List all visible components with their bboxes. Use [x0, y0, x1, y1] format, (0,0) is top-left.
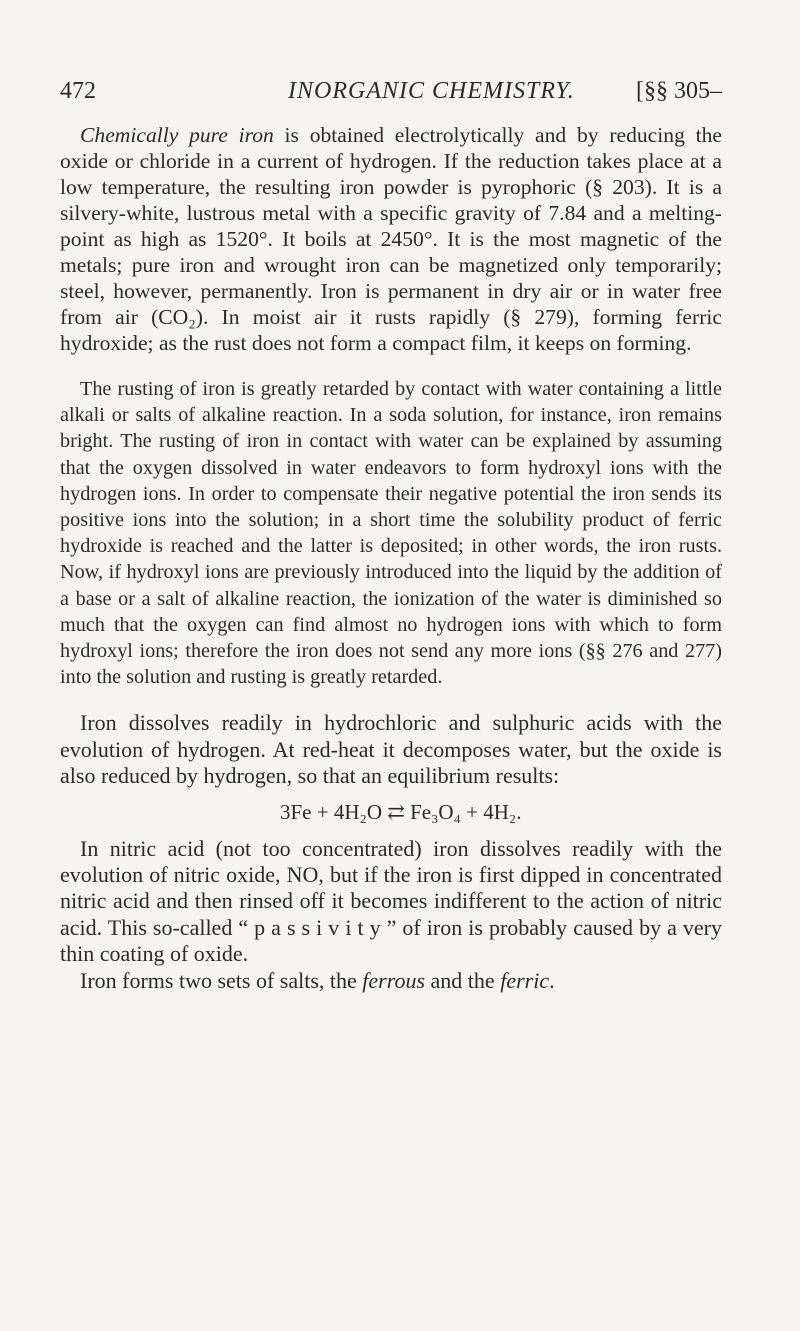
section-reference: [§§ 305– [636, 78, 722, 104]
paragraph-rusting: The rusting of iron is greatly retarded by contact with water containing a little alkali or salts of alkaline reaction. In a soda solution, for instance, iron remains bright. The rusting of iron in contact with water can be explained by assuming that the oxygen dissolved in water endeavors to form hydroxyl ions with the hydrogen ions. In order to compensate their negative potential the iron sends its positive ions into the solution; in a short time the solubility product of ferric hydroxide is reached and the latter is deposited; in other words, the iron rusts. Now, if hydroxyl ions are previously introduced into the liquid by the addition of a base or a salt of alkaline reaction, the ionization of the water is diminished so much that the oxygen can find almost no hydrogen ions with which to form hydroxyl ions; therefore the iron does not send any more ions (§§ 276 and 277) into the solution and rusting is greatly retarded. [60, 378, 722, 689]
salts-prefix: Iron forms two sets of salts, the [80, 967, 363, 993]
page-number: 472 [60, 78, 96, 104]
paragraph-salts [60, 968, 722, 994]
salts-suffix: . [549, 967, 555, 993]
equilibrium-equation: 3Fe + 4H₂O ⇄ Fe₃O₄ + 4H₂. [280, 799, 522, 824]
page-header [60, 78, 722, 122]
running-title: INORGANIC CHEMISTRY. [288, 78, 575, 104]
salts-middle: and the [425, 967, 501, 993]
paragraph-lead-italic: Chemically pure iron [80, 123, 274, 147]
paragraph-acids: Iron dissolves readily in hydrochloric and sulphuric acids with the evolution of hydrogen. At red-heat it decomposes water, but the oxide is also reduced by hydrogen, so that an equilibrium results: [60, 710, 722, 789]
term-ferrous: ferrous [362, 967, 426, 993]
term-ferric: ferric [500, 967, 550, 993]
paragraph-nitric-acid: In nitric acid (not too concentrated) iron dissolves readily with the evolution of nitric oxide, NO, but if the iron is first dipped in concentrated nitric acid and then rinsed off it becomes indifferent to the action of nitric acid. This so-called “ p a s s i v i t y ” of iron is probably caused by a very thin coating of oxide. [60, 835, 722, 967]
paragraph-pure-iron [60, 122, 722, 356]
book-page [60, 78, 722, 994]
paragraph-body: is obtained electrolytically and by reducing the oxide or chloride in a current of hydrogen. If the reduction takes place at a low temperature, the resulting iron powder is pyrophoric (§ 203). It is a silvery-white, lustrous metal with a specific gravity of 7.84 and a melting-point as high as 1520°. It boils at 2450°. It is the most magnetic of the metals; pure iron and wrought iron can be magnetized only temporarily; steel, however, permanently. Iron is permanent in dry air or in water free from air (CO₂). In moist air it rusts rapidly (§ 279), forming ferric hydroxide; as the rust does not form a compact film, it keeps on forming. [60, 123, 722, 355]
